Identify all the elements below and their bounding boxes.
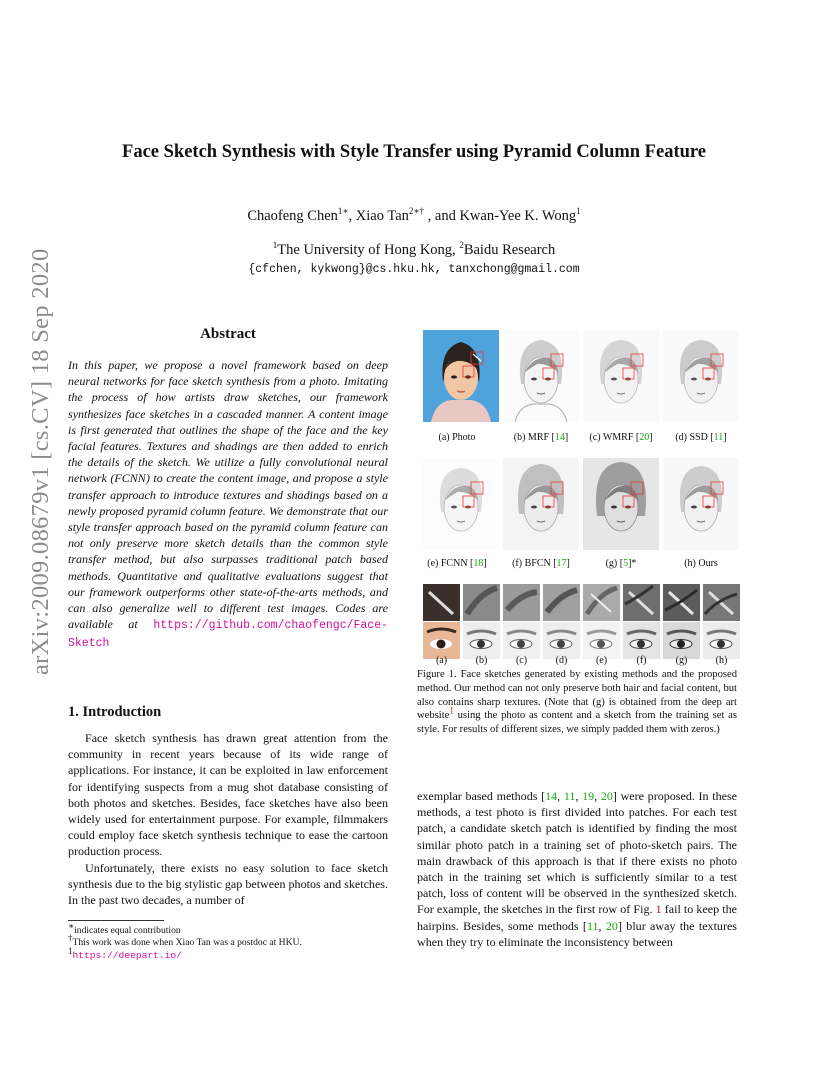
caption-text: Figure 1. Face sketches generated by existing methods and the proposed method. Our method can not only preserve both hair and facial content, but also contains sharp textures. (Note that (g) is obtained from the deep art website	[417, 669, 737, 722]
affil-text: Baidu Research	[463, 242, 556, 258]
patch-hair	[463, 584, 500, 621]
citation-link[interactable]: 19	[582, 789, 595, 803]
patch-hair	[623, 584, 660, 621]
citation-link[interactable]: 18	[473, 558, 484, 569]
patch-label: (f)	[636, 655, 647, 666]
body-text: ,	[575, 789, 583, 803]
right-column-body	[417, 788, 737, 950]
section-heading-introduction: 1. Introduction	[68, 704, 162, 720]
sketch-bfcn	[503, 458, 579, 550]
label-text: ]	[723, 432, 727, 443]
arxiv-stamp: arXiv:2009.08679v1 [cs.CV] 18 Sep 2020	[27, 248, 54, 675]
patch-label: (c)	[515, 655, 528, 666]
paper-title: Face Sketch Synthesis with Style Transfer using Pyramid Column Feature	[122, 142, 706, 162]
citation-link[interactable]: 20	[639, 432, 650, 443]
footnote	[68, 945, 388, 962]
label-text: ]*	[628, 558, 637, 569]
intro-paragraph: Unfortunately, there exists no easy solution to face sketch synthesis due to the big stylistic gap between photos and sketches. In the past two decades, a number of	[68, 860, 388, 908]
label-text: (c) WMRF [	[589, 432, 640, 443]
citation-link[interactable]: 14	[545, 789, 558, 803]
footnote	[68, 920, 388, 937]
patch-hair	[663, 584, 700, 621]
patch-eye	[623, 622, 660, 659]
citation-link[interactable]: 5	[623, 558, 629, 569]
introduction-body	[68, 730, 388, 908]
body-text: ,	[557, 789, 564, 803]
sketch-ours	[663, 458, 739, 550]
subfig-label	[578, 432, 664, 443]
footnote	[68, 933, 388, 949]
subfig-label	[578, 558, 664, 569]
body-text: ,	[594, 789, 601, 803]
label-text: (d) SSD [	[675, 432, 714, 443]
patch-label: (g)	[675, 655, 688, 666]
sketch-deepart	[583, 458, 659, 550]
author-list	[0, 208, 828, 225]
body-text: ] blur away the textures when they try to eliminate the inconsistency between	[417, 918, 737, 949]
footnote-mark: 1	[68, 945, 73, 956]
subfig-label	[658, 558, 744, 569]
footnote-link[interactable]: https://deepart.io/	[72, 949, 182, 961]
subfig-label	[658, 432, 744, 443]
subfig-label	[498, 432, 584, 443]
author-name: , and Kwan-Yee K. Wong	[424, 208, 577, 224]
label-text: ]	[649, 432, 653, 443]
code-link[interactable]: https://github.com/chaofengc/Face-Sketch	[68, 619, 388, 651]
patch-eye	[503, 622, 540, 659]
body-text: ] were proposed. In these methods, a test photo is first divided into patches. For each test patch, a candidate sketch patch is identified by finding the most similar photo patch in a training set of photo-sketch pairs. The main drawback of this approach is that if there exists no photo patch in the training set which is sufficiently similar to a test patch, loss of content will be observed in the synthesized sketch. For example, the sketches in the first row of Fig.	[417, 789, 737, 917]
subfig-label	[414, 432, 500, 443]
abstract-text: In this paper, we propose a novel framework based on deep neural networks for face sketch synthesis from a photo. Imitating the process of how artists draw sketches, our framework synthesizes face sketches in a cascaded manner. A content image is first generated that outlines the shape of the face and the key facial features. Textures and shadings are then added to enrich the details of the sketch. We utilize a fully convolutional neural network (FCNN) to create the content image, and propose a style transfer approach to introduce textures and shadings based on a newly proposed pyramid column feature. We demonstrate that our style transfer approach based on the pyramid column feature can not only preserve more sketch details than the common style transfer method, but also surpasses traditional patch based methods. Quantitative and qualitative evaluations suggest that our framework outperforms other state-of-the-arts methods, and can also generalize well to different test images. Codes are available at	[68, 358, 388, 632]
sketch-wmrf	[583, 330, 659, 422]
patch-eye	[543, 622, 580, 659]
figure-1	[417, 328, 739, 666]
label-text: (b) MRF [	[513, 432, 555, 443]
label-text: ]	[566, 558, 570, 569]
caption-text: using the photo as content and a sketch from the training set as style. For results of different sizes, we simply padded them with zeros.)	[417, 710, 737, 736]
abstract-body	[68, 357, 388, 653]
patch-hair	[583, 584, 620, 621]
citation-link[interactable]: 11	[713, 432, 724, 443]
author-mark: 1∗	[337, 206, 349, 217]
label-text: ]	[483, 558, 487, 569]
patch-eye	[703, 622, 740, 659]
patch-label: (d)	[555, 655, 568, 666]
label-text: (f) BFCN [	[512, 558, 557, 569]
affil-text: The University of Hong Kong,	[277, 242, 460, 258]
patch-hair	[503, 584, 540, 621]
patch-label: (e)	[595, 655, 608, 666]
face-photo	[423, 330, 499, 422]
body-text: exemplar based methods [	[417, 789, 546, 803]
affil-mark: 1	[272, 240, 278, 251]
sketch-mrf	[503, 330, 579, 422]
label-text: (a) Photo	[438, 432, 476, 443]
figure-caption	[417, 668, 737, 737]
footnote-mark: ∗	[68, 920, 75, 931]
patch-hair	[543, 584, 580, 621]
patch-eye	[663, 622, 700, 659]
citation-link[interactable]: 11	[586, 918, 599, 933]
sketch-fcnn	[423, 458, 499, 550]
patch-hair	[703, 584, 740, 621]
patch-eye	[463, 622, 500, 659]
label-text: (h) Ours	[684, 558, 718, 569]
footnote-ref[interactable]: 1	[449, 705, 454, 716]
affil-mark: 2	[459, 240, 464, 251]
abstract-heading: Abstract	[200, 326, 256, 342]
citation-link[interactable]: 17	[556, 558, 567, 569]
author-name: Chaofeng Chen	[247, 208, 338, 224]
subfig-label	[414, 558, 500, 569]
patch-label: (h)	[715, 655, 728, 666]
subfig-label	[498, 558, 584, 569]
footnote-text: This work was done when Xiao Tan was a postdoc at HKU.	[72, 937, 302, 949]
footnote-text: indicates equal contribution	[74, 925, 181, 936]
citation-link[interactable]: 11	[563, 789, 576, 803]
author-name: , Xiao Tan	[348, 208, 409, 224]
sketch-ssd	[663, 330, 739, 422]
body-text: ,	[598, 918, 606, 933]
author-emails: {cfchen, kykwong}@cs.hku.hk, tanxchong@gmail.com	[248, 263, 580, 276]
footnotes	[68, 920, 388, 962]
intro-paragraph: Face sketch synthesis has drawn great attention from the community in recent years because of its wide range of applications. For instance, it can be exploited in law enforcement for identifying suspects from a mug shot database consisting of both photos and sketches. Besides, face sketches have also been widely used for entertainment purpose. For example, filmmakers could employ face sketch synthesis technique to ease the cartoon production process.	[68, 731, 388, 859]
author-mark: 1	[576, 206, 581, 217]
affiliations	[0, 242, 828, 259]
footnote-rule	[68, 920, 164, 921]
patch-label: (a)	[435, 655, 448, 666]
footnote-mark: †	[68, 933, 73, 944]
label-text: ]	[564, 432, 569, 443]
figure-ref-link[interactable]: 1	[655, 902, 662, 917]
body-text: fail to keep the hairpins. Besides, some methods [	[417, 902, 737, 933]
label-text: (e) FCNN [	[427, 558, 474, 569]
citation-link[interactable]: 14	[554, 432, 565, 443]
author-mark: 2∗†	[408, 206, 425, 217]
patch-eye	[583, 622, 620, 659]
patch-label: (b)	[475, 655, 488, 666]
citation-link[interactable]: 20	[605, 918, 618, 933]
patch-eye	[423, 622, 460, 659]
label-text: (g) [	[605, 558, 624, 569]
patch-hair	[423, 584, 460, 621]
citation-link[interactable]: 20	[600, 789, 613, 803]
